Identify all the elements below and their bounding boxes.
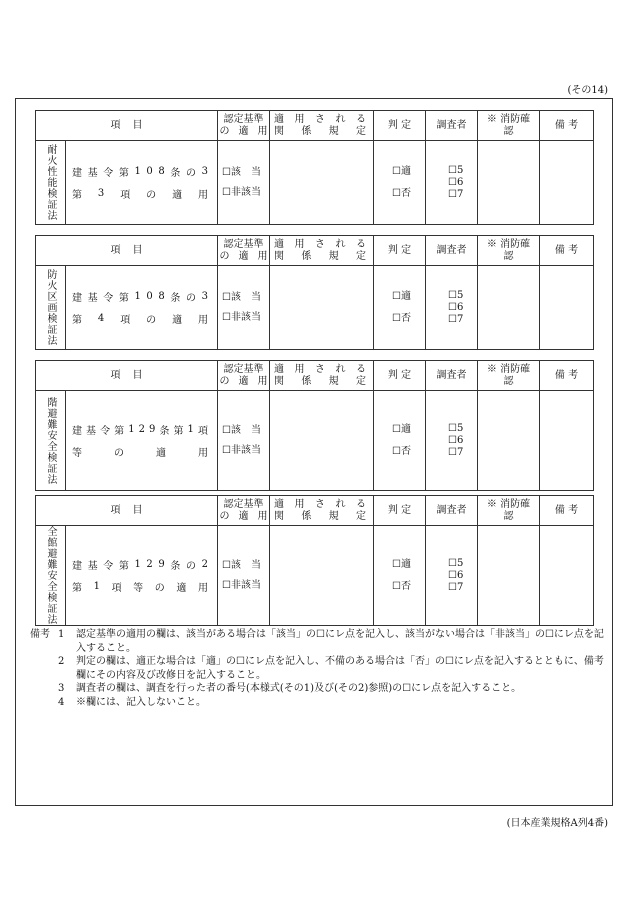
checkbox-surveyor-7[interactable]: ☐7 [448,581,464,593]
standard-checkboxes[interactable] [218,391,270,491]
note-item [30,628,610,655]
header-judgement: 判 定 [374,236,426,266]
checkbox-not-applicable[interactable]: ☐非該当 [222,444,261,456]
judgement-checkboxes[interactable] [374,141,426,225]
standard-checkboxes[interactable] [218,526,270,626]
item-line-2: 第 3 項 の 適 用 [72,188,208,201]
item-description [66,391,218,491]
section-label: 全館避難安全検証法 [36,526,66,626]
note-text: 認定基準の適用の欄は、該当がある場合は「該当」の☐にレ点を記入し、該当がない場合は「非該当」の☐にレ点を記 入すること。 [76,629,604,654]
checkbox-applicable[interactable]: ☐該 当 [222,424,261,436]
fire-check-cell [478,141,540,225]
checkbox-applicable[interactable]: ☐該 当 [222,559,261,571]
checkbox-surveyor-6[interactable]: ☐6 [448,176,464,188]
paper-size-note: (日本産業規格A列4番) [506,818,608,829]
header-standard: 認定基準 の 適 用 [218,496,270,526]
checkbox-not-applicable[interactable]: ☐非該当 [222,579,261,591]
header-fire-check: ※ 消防確 認 [478,236,540,266]
checkbox-surveyor-5[interactable]: ☐5 [448,557,464,569]
header-judgement: 判 定 [374,496,426,526]
surveyor-checkboxes[interactable] [426,526,478,626]
standard-checkboxes[interactable] [218,266,270,350]
standard-checkboxes[interactable] [218,141,270,225]
note-item [30,655,610,682]
item-description [66,526,218,626]
remarks-cell[interactable] [540,391,594,491]
note-text: 判定の欄は、適正な場合は「適」の☐にレ点を記入し、不備のある場合は「否」の☐にレ点を記入するとともに、備考 欄にその内容及び改修日を記入すること。 [76,656,604,681]
note-number: 1 [58,629,65,640]
header-surveyor: 調査者 [426,496,478,526]
related-rules-cell[interactable] [270,526,374,626]
header-standard: 認定基準 の 適 用 [218,236,270,266]
inspection-table [35,360,594,491]
header-surveyor: 調査者 [426,236,478,266]
header-surveyor: 調査者 [426,111,478,141]
judgement-checkboxes[interactable] [374,391,426,491]
header-related-rules: 適 用 さ れ る 関 係 規 定 [270,361,374,391]
fire-check-cell [478,266,540,350]
notes-label [30,682,58,696]
fire-check-cell [478,391,540,491]
header-judgement: 判 定 [374,361,426,391]
item-line-2: 等 の 適 用 [72,448,208,459]
inspection-table [35,110,594,225]
related-rules-cell[interactable] [270,266,374,350]
surveyor-checkboxes[interactable] [426,266,478,350]
checkbox-ng[interactable]: ☐否 [392,187,411,199]
header-judgement: 判 定 [374,111,426,141]
header-item: 項目 [36,111,218,141]
checkbox-surveyor-6[interactable]: ☐6 [448,569,464,581]
checkbox-ng[interactable]: ☐否 [392,445,411,457]
header-item: 項目 [36,361,218,391]
notes-label [30,655,58,682]
note-number: 4 [58,696,65,708]
item-line-2: 第 4 項 の 適 用 [72,313,208,326]
checkbox-ng[interactable]: ☐否 [392,312,411,324]
checkbox-surveyor-7[interactable]: ☐7 [448,188,464,200]
item-description [66,266,218,350]
surveyor-checkboxes[interactable] [426,141,478,225]
header-related-rules: 適 用 さ れ る 関 係 規 定 [270,111,374,141]
header-remarks: 備 考 [540,111,594,141]
notes-label: 備考 [30,629,50,640]
note-number: 2 [58,656,65,667]
note-number: 3 [58,683,65,694]
header-surveyor: 調査者 [426,361,478,391]
header-standard: 認定基準 の 適 用 [218,361,270,391]
inspection-table [35,235,594,350]
notes-section [30,628,610,709]
checkbox-not-applicable[interactable]: ☐非該当 [222,186,261,198]
remarks-cell[interactable] [540,141,594,225]
checkbox-surveyor-6[interactable]: ☐6 [448,434,464,446]
note-item [30,696,610,710]
checkbox-surveyor-5[interactable]: ☐5 [448,289,464,301]
checkbox-applicable[interactable]: ☐該 当 [222,291,261,303]
checkbox-ok[interactable]: ☐適 [392,558,411,570]
checkbox-not-applicable[interactable]: ☐非該当 [222,311,261,323]
notes-label [30,696,58,710]
section-label: 耐火性能検証法 [36,141,66,225]
item-line-1: 建 基 令 第 1 2 9 条 第 1 項 [72,424,208,437]
header-fire-check: ※ 消防確 認 [478,361,540,391]
checkbox-applicable[interactable]: ☐該 当 [222,166,261,178]
checkbox-surveyor-7[interactable]: ☐7 [448,446,464,458]
note-text: ※欄には、記入しないこと。 [76,696,206,708]
fire-check-cell [478,526,540,626]
header-related-rules: 適 用 さ れ る 関 係 規 定 [270,496,374,526]
page-number: (その14) [567,85,608,96]
item-line-1: 建 基 令 第 1 0 8 条 の 3 [72,291,208,304]
header-item: 項目 [36,236,218,266]
judgement-checkboxes[interactable] [374,526,426,626]
header-fire-check: ※ 消防確 認 [478,111,540,141]
checkbox-surveyor-5[interactable]: ☐5 [448,164,464,176]
section-label: 階避難安全検証法 [36,391,66,491]
checkbox-ok[interactable]: ☐適 [392,423,411,435]
note-text: 調査者の欄は、調査を行った者の番号(本様式(その1)及び(その2)参照)の☐にレ点を記入すること。 [76,683,522,694]
checkbox-surveyor-6[interactable]: ☐6 [448,301,464,313]
related-rules-cell[interactable] [270,141,374,225]
item-description [66,141,218,225]
checkbox-ng[interactable]: ☐否 [392,580,411,592]
header-remarks: 備 考 [540,361,594,391]
checkbox-surveyor-7[interactable]: ☐7 [448,313,464,325]
checkbox-surveyor-5[interactable]: ☐5 [448,422,464,434]
surveyor-checkboxes[interactable] [426,391,478,491]
header-remarks: 備 考 [540,496,594,526]
header-standard: 認定基準 の 適 用 [218,111,270,141]
note-item [30,682,610,696]
item-line-1: 建 基 令 第 1 0 8 条 の 3 [72,166,208,179]
checkbox-ok[interactable]: ☐適 [392,165,411,177]
item-line-1: 建 基 令 第 1 2 9 条 の 2 [72,559,208,572]
item-line-2: 第 1 項 等 の 適 用 [72,581,208,594]
related-rules-cell[interactable] [270,391,374,491]
header-item: 項目 [36,496,218,526]
header-remarks: 備 考 [540,236,594,266]
remarks-cell[interactable] [540,266,594,350]
section-label: 防火区画検証法 [36,266,66,350]
header-related-rules: 適 用 さ れ る 関 係 規 定 [270,236,374,266]
checkbox-ok[interactable]: ☐適 [392,290,411,302]
inspection-table [35,495,594,626]
header-fire-check: ※ 消防確 認 [478,496,540,526]
judgement-checkboxes[interactable] [374,266,426,350]
remarks-cell[interactable] [540,526,594,626]
